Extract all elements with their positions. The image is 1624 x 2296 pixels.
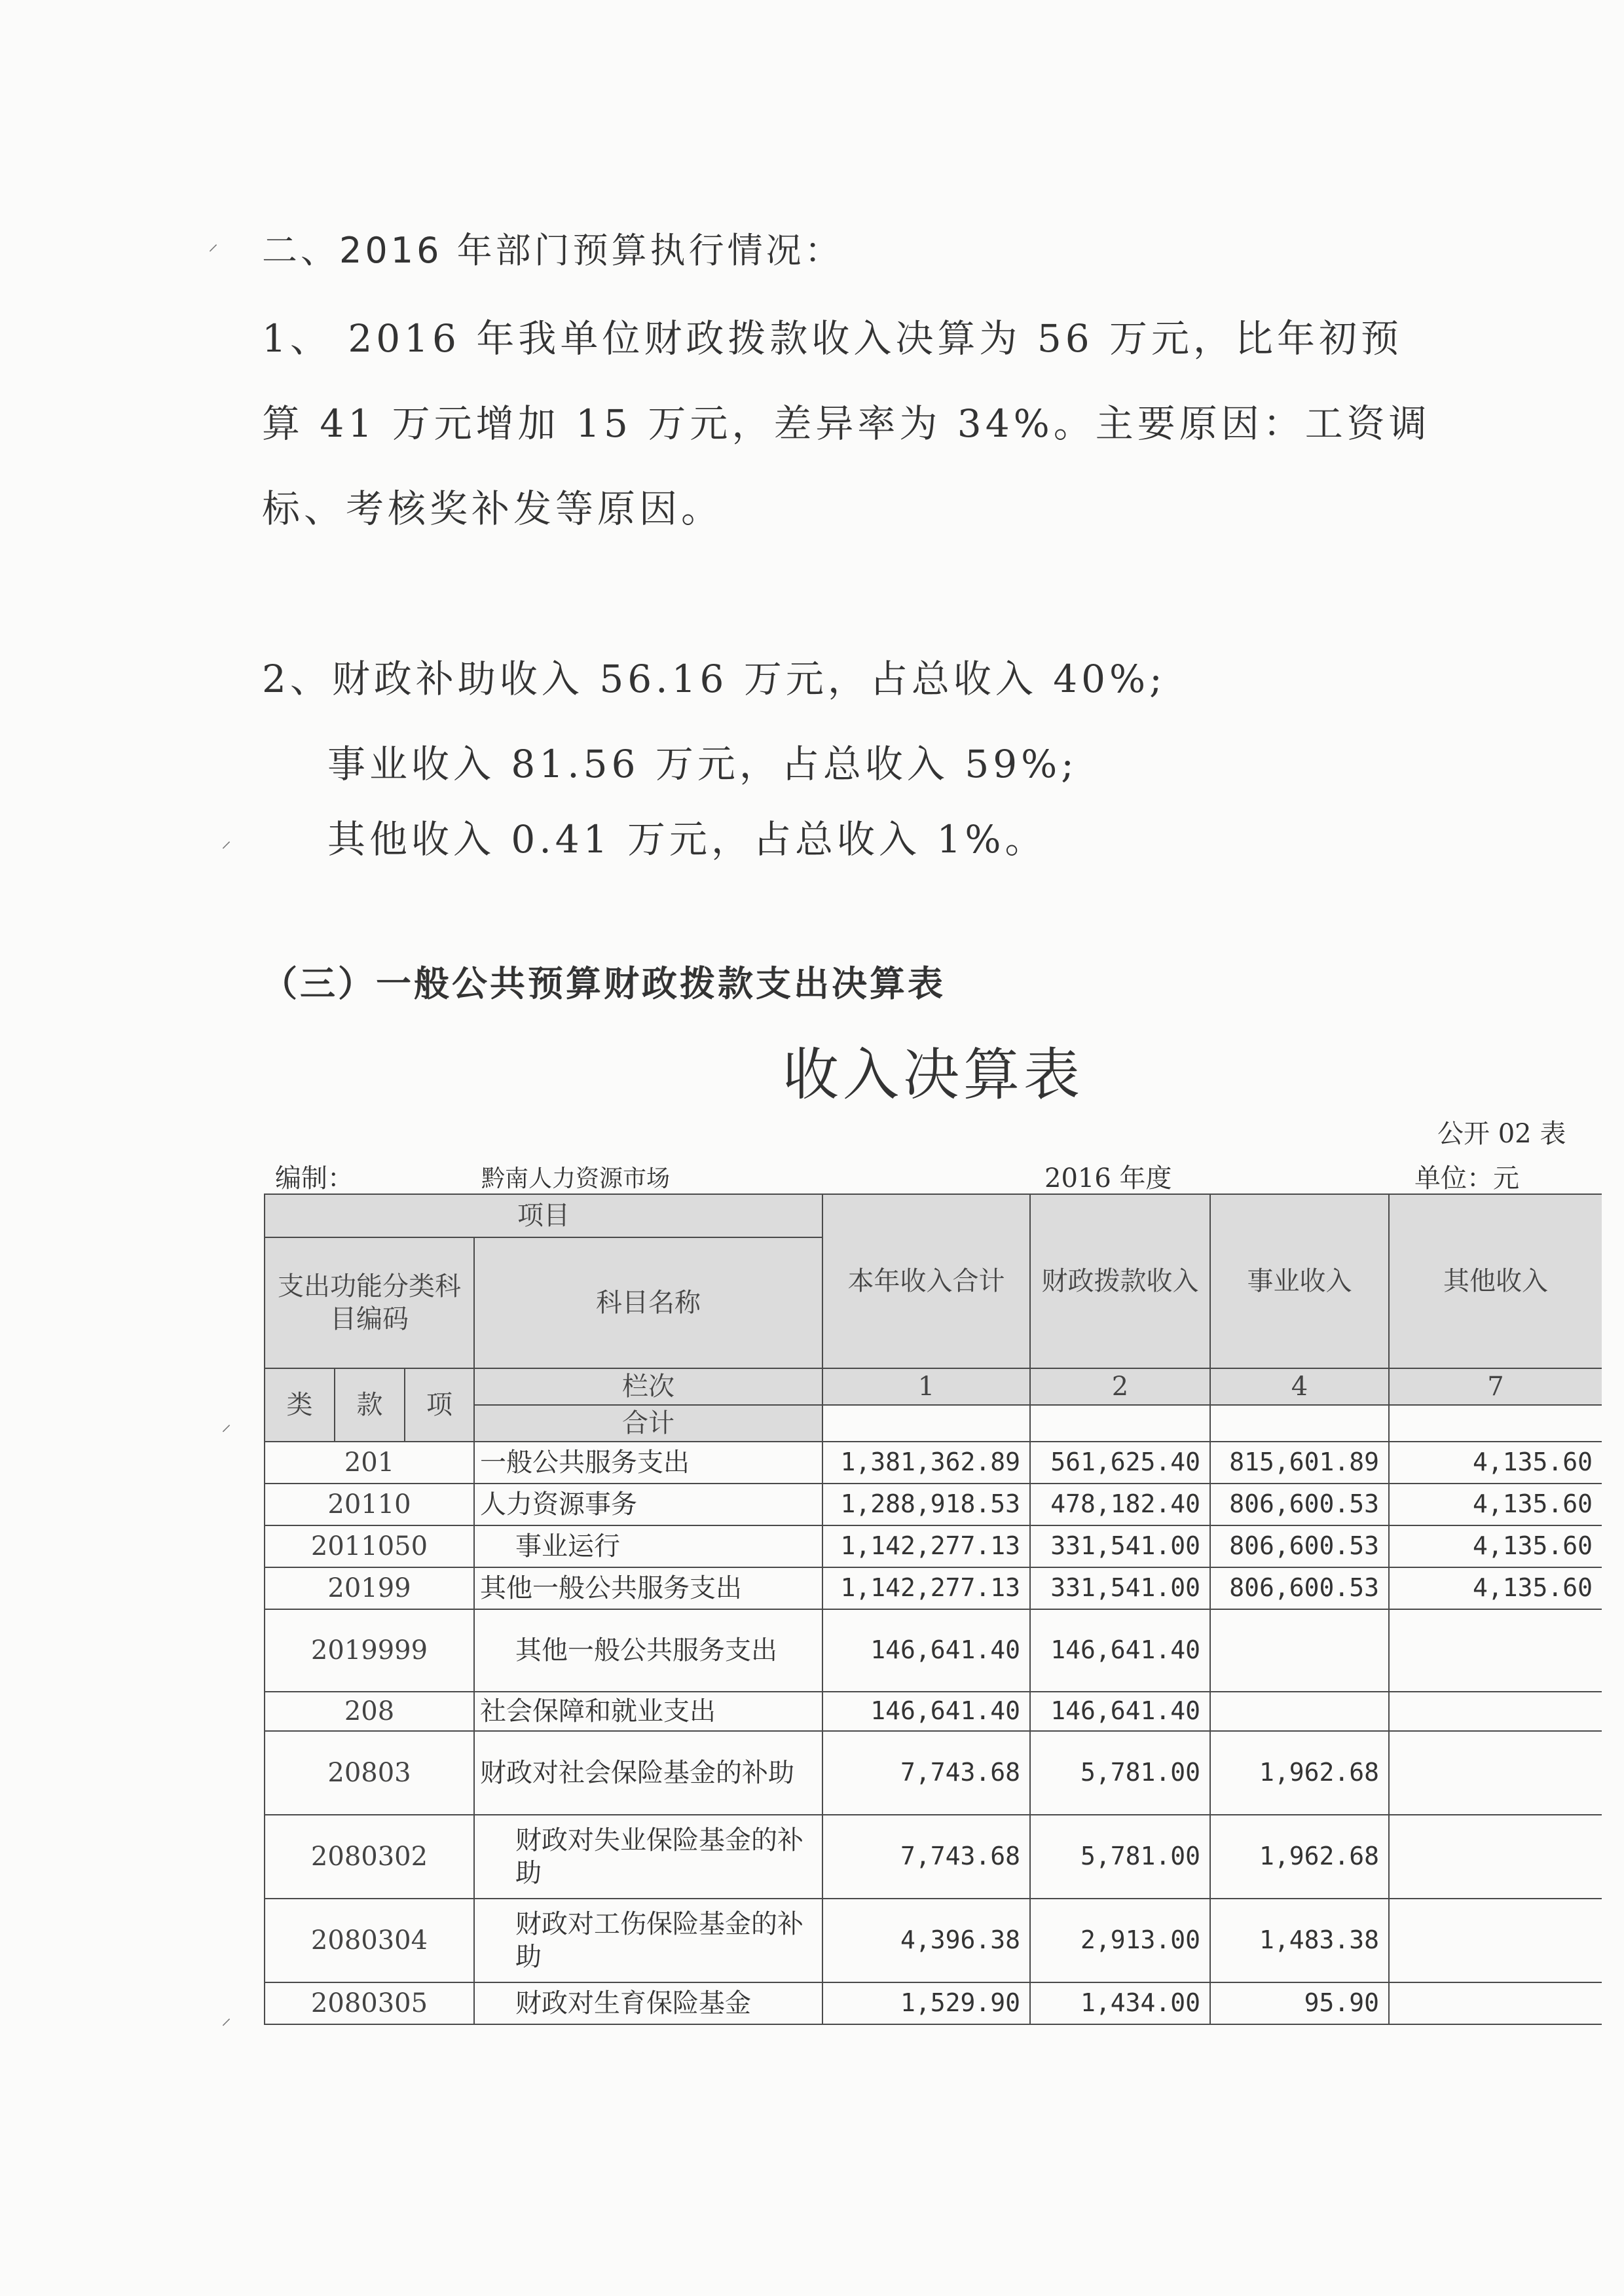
compiler-label: 编制： [275, 1163, 354, 1194]
row-fiscal-amount: 561,625.40 [1030, 1442, 1210, 1484]
row-total-amount: 146,641.40 [822, 1692, 1030, 1731]
row-business-amount: 95.90 [1210, 1982, 1389, 2024]
row-code: 201 [265, 1442, 474, 1484]
form-code: 公开 02 表 [1437, 1119, 1566, 1149]
table-row [265, 1731, 1602, 1815]
row-subject-name: 人力资源事务 [474, 1484, 822, 1525]
row-other-amount [1389, 1982, 1602, 2024]
header-col-business: 事业收入 [1210, 1194, 1389, 1368]
row-fiscal-amount: 2,913.00 [1030, 1899, 1210, 1982]
header-col-number: 4 [1210, 1368, 1389, 1405]
row-total-amount: 1,288,918.53 [822, 1484, 1030, 1525]
row-business-amount: 1,962.68 [1210, 1731, 1389, 1815]
header-col-number: 2 [1030, 1368, 1210, 1405]
paragraph-2-line-3: 其他收入 0.41 万元，占总收入 1%。 [327, 817, 1047, 862]
total-cell [822, 1405, 1030, 1442]
income-table [264, 1194, 1602, 2025]
total-cell [1389, 1405, 1602, 1442]
total-cell [1030, 1405, 1210, 1442]
row-total-amount: 1,142,277.13 [822, 1525, 1030, 1567]
table-title: 收入决算表 [783, 1042, 1084, 1108]
header-col-number: 7 [1389, 1368, 1602, 1405]
row-fiscal-amount: 146,641.40 [1030, 1692, 1210, 1731]
table-row [265, 1484, 1602, 1525]
header-col-number: 1 [822, 1368, 1030, 1405]
row-fiscal-amount: 1,434.00 [1030, 1982, 1210, 2024]
row-fiscal-amount: 5,781.00 [1030, 1731, 1210, 1815]
scan-mark: ⸝ [208, 232, 218, 255]
row-total-amount: 1,381,362.89 [822, 1442, 1030, 1484]
table-row [265, 1692, 1602, 1731]
compiler-name: 黔南人力资源市场 [481, 1165, 671, 1192]
row-subject-name: 其他一般公共服务支出 [474, 1567, 822, 1609]
table-row [265, 1609, 1602, 1692]
row-total-amount: 4,396.38 [822, 1899, 1030, 1982]
row-business-amount: 1,483.38 [1210, 1899, 1389, 1982]
table-row [265, 1442, 1602, 1484]
row-other-amount [1389, 1609, 1602, 1692]
table-row [265, 1525, 1602, 1567]
row-business-amount [1210, 1609, 1389, 1692]
header-heji: 合计 [474, 1405, 822, 1442]
row-code: 2080302 [265, 1815, 474, 1899]
row-business-amount [1210, 1692, 1389, 1731]
header-kuan: 款 [335, 1368, 405, 1442]
row-other-amount [1389, 1899, 1602, 1982]
row-subject-name: 财政对工伤保险基金的补助 [474, 1899, 822, 1982]
row-business-amount: 815,601.89 [1210, 1442, 1389, 1484]
total-cell [1210, 1405, 1389, 1442]
unit-label: 单位：元 [1414, 1163, 1519, 1194]
row-other-amount [1389, 1731, 1602, 1815]
scan-mark: ⸝ [221, 2007, 231, 2030]
paragraph-2-line-2: 事业收入 81.56 万元，占总收入 59%; [327, 742, 1078, 786]
row-total-amount: 146,641.40 [822, 1609, 1030, 1692]
row-code: 20199 [265, 1567, 474, 1609]
paragraph-1-line-1: 1、 2016 年我单位财政拨款收入决算为 56 万元，比年初预 [262, 316, 1403, 361]
row-total-amount: 7,743.68 [822, 1815, 1030, 1899]
income-table-wrapper [264, 1194, 1602, 2064]
row-other-amount: 4,135.60 [1389, 1442, 1602, 1484]
header-col-total: 本年收入合计 [822, 1194, 1030, 1368]
row-fiscal-amount: 331,541.00 [1030, 1567, 1210, 1609]
row-subject-name: 事业运行 [474, 1525, 822, 1567]
header-col-other: 其他收入 [1389, 1194, 1602, 1368]
row-other-amount [1389, 1692, 1602, 1731]
scan-mark: ⸝ [221, 829, 231, 852]
header-lei: 类 [265, 1368, 335, 1442]
row-subject-name: 其他一般公共服务支出 [474, 1609, 822, 1692]
header-subject-name: 科目名称 [474, 1237, 822, 1368]
table-row [265, 1982, 1602, 2024]
table-row [265, 1815, 1602, 1899]
paragraph-2-line-1: 2、财政补助收入 56.16 万元，占总收入 40%; [262, 657, 1166, 701]
row-fiscal-amount: 146,641.40 [1030, 1609, 1210, 1692]
row-subject-name: 社会保障和就业支出 [474, 1692, 822, 1731]
row-subject-name: 一般公共服务支出 [474, 1442, 822, 1484]
row-business-amount: 806,600.53 [1210, 1567, 1389, 1609]
header-project: 项目 [265, 1194, 822, 1237]
row-other-amount: 4,135.60 [1389, 1484, 1602, 1525]
row-code: 2080304 [265, 1899, 474, 1982]
fiscal-year: 2016 年度 [1044, 1163, 1172, 1194]
row-subject-name: 财政对失业保险基金的补助 [474, 1815, 822, 1899]
row-subject-name: 财政对社会保险基金的补助 [474, 1731, 822, 1815]
row-business-amount: 806,600.53 [1210, 1484, 1389, 1525]
row-code: 20803 [265, 1731, 474, 1815]
row-code: 20110 [265, 1484, 474, 1525]
row-total-amount: 7,743.68 [822, 1731, 1030, 1815]
row-fiscal-amount: 478,182.40 [1030, 1484, 1210, 1525]
row-business-amount: 1,962.68 [1210, 1815, 1389, 1899]
paragraph-1-line-2: 算 41 万元增加 15 万元，差异率为 34%。主要原因：工资调 [262, 401, 1431, 446]
row-subject-name: 财政对生育保险基金 [474, 1982, 822, 2024]
header-lanci: 栏次 [474, 1368, 822, 1405]
section-heading: 二、2016 年部门预算执行情况： [262, 230, 843, 271]
header-xiang: 项 [405, 1368, 474, 1442]
row-other-amount: 4,135.60 [1389, 1525, 1602, 1567]
table-section-heading: （三）一般公共预算财政拨款支出决算表 [262, 963, 946, 1004]
scan-mark: ⸝ [221, 1413, 231, 1436]
row-business-amount: 806,600.53 [1210, 1525, 1389, 1567]
row-total-amount: 1,529.90 [822, 1982, 1030, 2024]
paragraph-1-line-3: 标、考核奖补发等原因。 [262, 486, 724, 531]
table-row [265, 1567, 1602, 1609]
header-col-fiscal: 财政拨款收入 [1030, 1194, 1210, 1368]
row-fiscal-amount: 5,781.00 [1030, 1815, 1210, 1899]
row-code: 208 [265, 1692, 474, 1731]
row-other-amount: 4,135.60 [1389, 1567, 1602, 1609]
row-code: 2080305 [265, 1982, 474, 2024]
row-total-amount: 1,142,277.13 [822, 1567, 1030, 1609]
table-row [265, 1899, 1602, 1982]
row-code: 2011050 [265, 1525, 474, 1567]
row-code: 2019999 [265, 1609, 474, 1692]
row-other-amount [1389, 1815, 1602, 1899]
row-fiscal-amount: 331,541.00 [1030, 1525, 1210, 1567]
header-function-code: 支出功能分类科目编码 [265, 1237, 474, 1368]
